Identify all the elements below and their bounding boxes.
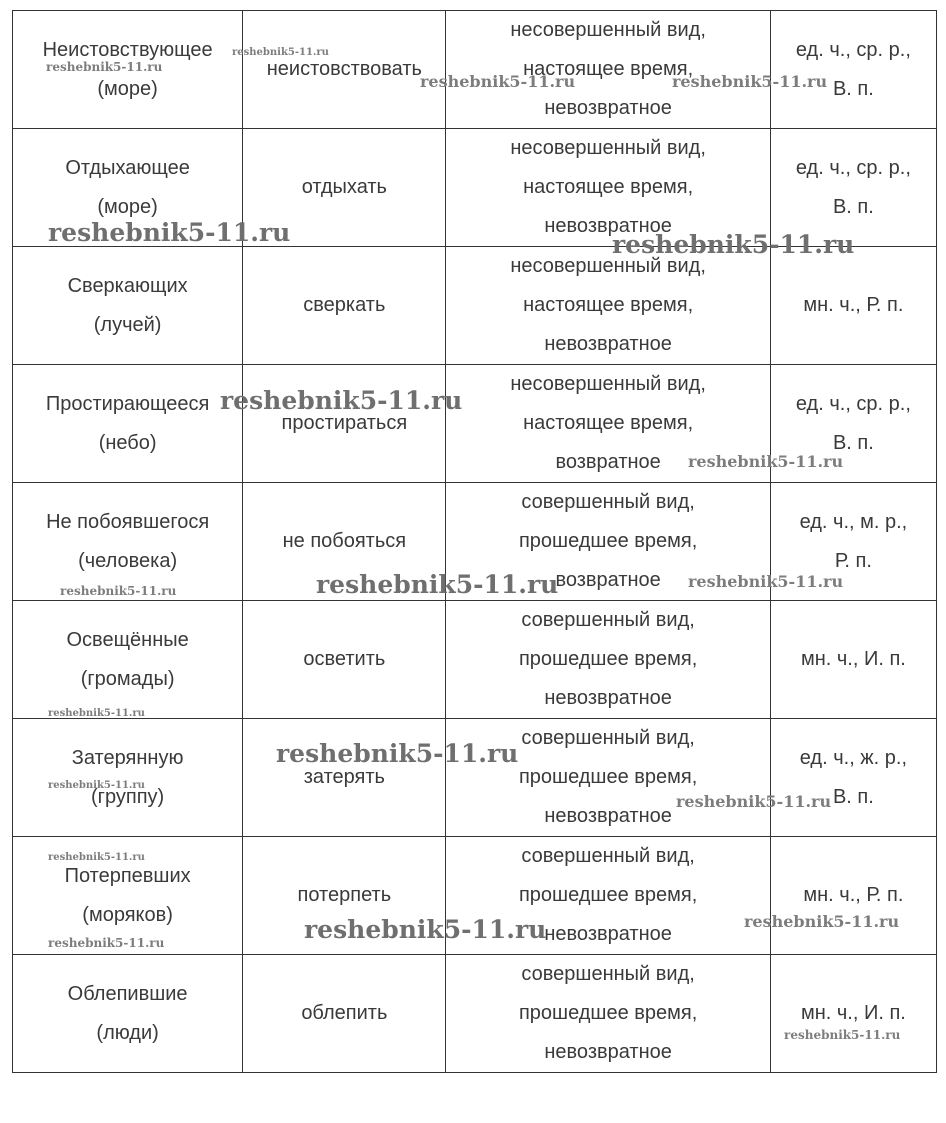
watermark: reshebnik5-11.ru: [48, 936, 165, 950]
infinitive-cell: потерпеть: [243, 837, 446, 955]
tense-text: настоящее время,: [523, 176, 694, 198]
infinitive-cell: простираться: [243, 365, 446, 483]
table-row: [13, 365, 937, 483]
watermark: reshebnik5-11.ru: [276, 739, 519, 768]
participle-cell: [13, 955, 243, 1073]
grammar-cell: [770, 483, 936, 601]
number-gender-text: ед. ч., ср. р.,: [795, 392, 911, 415]
aspect-text: совершенный вид,: [521, 727, 695, 749]
participle-text: Простирающееся: [45, 392, 210, 415]
watermark: reshebnik5-11.ru: [46, 60, 163, 74]
participle-cell: [13, 365, 243, 483]
aspect-text: несовершенный вид,: [510, 373, 706, 395]
watermark: reshebnik5-11.ru: [672, 72, 828, 91]
reflexivity-text: невозвратное: [544, 687, 672, 709]
number-gender-case-text: мн. ч., Р. п.: [803, 294, 904, 316]
grammar-cell: [770, 11, 936, 129]
reflexivity-text: невозвратное: [544, 805, 672, 827]
grammar-cell: [770, 955, 936, 1073]
case-text: Р. п.: [834, 549, 872, 572]
infinitive-cell: облепить: [243, 955, 446, 1073]
reflexivity-text: невозвратное: [544, 1041, 672, 1063]
table-row: [13, 955, 937, 1073]
case-text: В. п.: [832, 77, 874, 100]
reflexivity-text: возвратное: [555, 569, 661, 591]
tense-text: настоящее время,: [523, 294, 694, 316]
aspect-text: совершенный вид,: [521, 609, 695, 631]
watermark: reshebnik5-11.ru: [60, 584, 177, 598]
participle-cell: [13, 719, 243, 837]
noun-text: (небо): [98, 431, 157, 454]
participles-table: [12, 10, 937, 1073]
participle-cell: [13, 601, 243, 719]
infinitive-cell: затерять: [243, 719, 446, 837]
table-row: [13, 837, 937, 955]
case-text: В. п.: [832, 195, 874, 218]
participle-cell: [13, 11, 243, 129]
reflexivity-text: невозвратное: [544, 215, 672, 237]
aspect-text: совершенный вид,: [521, 491, 695, 513]
infinitive-cell: неистовствовать: [243, 11, 446, 129]
aspect-text: несовершенный вид,: [510, 19, 706, 41]
reflexivity-text: невозвратное: [544, 923, 672, 945]
infinitive-cell: осветить: [243, 601, 446, 719]
watermark: reshebnik5-11.ru: [48, 780, 145, 791]
reflexivity-text: невозвратное: [544, 97, 672, 119]
participle-cell: [13, 129, 243, 247]
watermark: reshebnik5-11.ru: [420, 72, 576, 91]
number-gender-text: ед. ч., м. р.,: [799, 510, 908, 533]
watermark: reshebnik5-11.ru: [316, 570, 559, 599]
table-row: [13, 601, 937, 719]
watermark: reshebnik5-11.ru: [744, 912, 900, 931]
form-cell: [446, 129, 770, 247]
participle-text: Облепившие: [67, 982, 188, 1005]
participle-text: Потерпевших: [64, 864, 191, 887]
reflexivity-text: невозвратное: [544, 333, 672, 355]
watermark: reshebnik5-11.ru: [48, 852, 145, 863]
participle-text: Отдыхающее: [65, 156, 190, 179]
number-gender-text: ед. ч., ср. р.,: [795, 156, 911, 179]
tense-text: прошедшее время,: [518, 884, 698, 906]
participle-cell: [13, 483, 243, 601]
watermark: reshebnik5-11.ru: [676, 792, 832, 811]
tense-text: прошедшее время,: [518, 766, 698, 788]
tense-text: прошедшее время,: [518, 530, 698, 552]
form-cell: [446, 837, 770, 955]
watermark: reshebnik5-11.ru: [232, 47, 329, 58]
watermark: reshebnik5-11.ru: [612, 230, 855, 259]
number-gender-text: ед. ч., ж. р.,: [799, 746, 908, 769]
participle-text: Сверкающих: [67, 274, 188, 297]
noun-text: (море): [97, 77, 158, 100]
noun-text: (человека): [78, 549, 178, 572]
tense-text: настоящее время,: [523, 412, 694, 434]
participle-text: Затерянную: [71, 746, 184, 769]
case-text: В. п.: [832, 431, 874, 454]
watermark: reshebnik5-11.ru: [220, 386, 463, 415]
watermark: reshebnik5-11.ru: [48, 218, 291, 247]
watermark: reshebnik5-11.ru: [688, 452, 844, 471]
table-row: [13, 719, 937, 837]
noun-text: (море): [97, 195, 158, 218]
form-cell: [446, 601, 770, 719]
table-row: [13, 129, 937, 247]
noun-text: (громады): [80, 667, 175, 690]
grammar-cell: [770, 129, 936, 247]
aspect-text: совершенный вид,: [521, 963, 695, 985]
reflexivity-text: возвратное: [555, 451, 661, 473]
form-cell: [446, 719, 770, 837]
infinitive-cell: отдыхать: [243, 129, 446, 247]
table-row: [13, 483, 937, 601]
participle-cell: [13, 247, 243, 365]
watermark: reshebnik5-11.ru: [48, 708, 145, 719]
case-text: В. п.: [832, 785, 874, 808]
tense-text: прошедшее время,: [518, 1002, 698, 1024]
watermark: reshebnik5-11.ru: [304, 915, 547, 944]
aspect-text: несовершенный вид,: [510, 255, 706, 277]
table-row: [13, 11, 937, 129]
form-cell: [446, 365, 770, 483]
participle-text: Неистовствующее: [42, 38, 213, 61]
aspect-text: несовершенный вид,: [510, 137, 706, 159]
form-cell: [446, 955, 770, 1073]
noun-text: (группу): [91, 785, 165, 808]
participle-text: Не побоявшегося: [46, 510, 210, 533]
form-cell: [446, 11, 770, 129]
infinitive-cell: не побояться: [243, 483, 446, 601]
infinitive-cell: сверкать: [243, 247, 446, 365]
tense-text: прошедшее время,: [518, 648, 698, 670]
grammar-cell: [770, 365, 936, 483]
noun-text: (лучей): [93, 313, 162, 336]
grammar-cell: [770, 601, 936, 719]
tense-text: настоящее время,: [523, 58, 694, 80]
grammar-cell: [770, 247, 936, 365]
participle-cell: [13, 837, 243, 955]
watermark: reshebnik5-11.ru: [784, 1028, 901, 1042]
grammar-cell: [770, 719, 936, 837]
participle-text: Освещённые: [66, 628, 189, 651]
number-gender-case-text: мн. ч., И. п.: [800, 648, 906, 670]
table-row: [13, 247, 937, 365]
watermark: reshebnik5-11.ru: [688, 572, 844, 591]
aspect-text: совершенный вид,: [521, 845, 695, 867]
form-cell: [446, 247, 770, 365]
noun-text: (люди): [96, 1021, 159, 1044]
number-gender-text: ед. ч., ср. р.,: [795, 38, 911, 61]
noun-text: (моряков): [82, 903, 173, 926]
form-cell: [446, 483, 770, 601]
grammar-cell: [770, 837, 936, 955]
number-gender-case-text: мн. ч., Р. п.: [803, 884, 904, 906]
number-gender-case-text: мн. ч., И. п.: [800, 1002, 906, 1024]
